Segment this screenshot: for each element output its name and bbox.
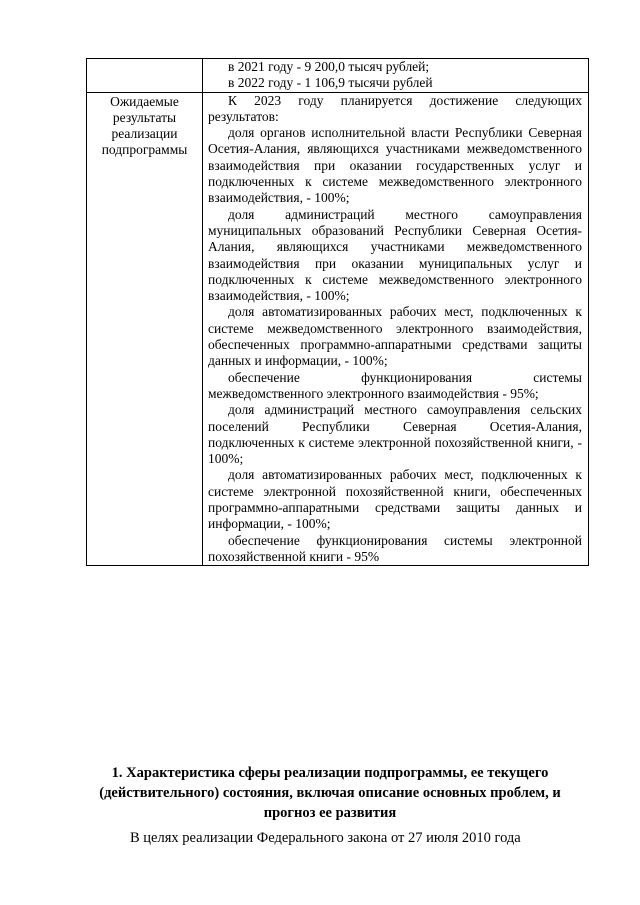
results-label-cell (87, 92, 203, 566)
results-label-line: реализации (111, 126, 178, 142)
funding-value-cell (203, 59, 589, 93)
section-heading-line: прогноз ее развития (263, 805, 397, 821)
body-paragraph: В целях реализации Федерального закона от 27 июля 2010 года (130, 830, 521, 846)
funding-row (87, 59, 589, 93)
section-heading-line: 1. Характеристика сферы реализации подпрограммы, ее текущего (111, 765, 549, 781)
section-heading-line: (действительного) состояния, включая описание основных проблем, и (99, 785, 561, 801)
results-label-line: подпрограммы (101, 142, 188, 158)
result-item: доля автоматизированных рабочих мест, подключенных к системе межведомственного электронного взаимодействия, обеспеченных программно-аппаратными средствами защиты данных и информации, - 100%; (208, 304, 582, 369)
results-value-cell (203, 92, 589, 566)
results-intro: К 2023 году планируется достижение следующих результатов: (208, 92, 582, 124)
funding-line-2022: в 2022 году - 1 106,9 тысячи рублей (228, 75, 433, 91)
result-item: доля автоматизированных рабочих мест, подключенных к системе электронной похозяйственной книги, обеспеченных программно-аппаратными средствами защиты данных и информации, - 100%; (208, 467, 582, 532)
result-item: обеспечение функционирования системы электронной похозяйственной книги - 95% (208, 532, 582, 564)
results-label-line: результаты (112, 109, 177, 125)
funding-label-cell (87, 59, 203, 93)
result-item: обеспечение функционирования системы межведомственного электронного взаимодействия - 95%; (208, 369, 582, 401)
section-heading (70, 763, 590, 823)
results-row (87, 92, 589, 566)
result-item: доля администраций местного самоуправления сельских поселений Республики Северная Осетия-Алания, подключенных к системе электронной похозяйственной книги, - 100%; (208, 402, 582, 467)
result-item: доля органов исполнительной власти Республики Северная Осетия-Алания, являющихся участниками межведомственного взаимодействия при оказании государственных услуг и подключенных к системе межведомственного электронного взаимодействия, - 100%; (208, 125, 582, 206)
subprogram-passport-table (86, 58, 589, 566)
results-label-line: Ожидаемые (110, 93, 179, 109)
funding-line-2021: в 2021 году - 9 200,0 тысяч рублей; (228, 59, 430, 74)
result-item: доля администраций местного самоуправления муниципальных образований Республики Северная Осетия-Алания, являющихся участниками межведомственного взаимодействия при оказании муниципальных услуг и подключенных к системе межведомственного электронного взаимодействия, - 100%; (208, 206, 582, 304)
